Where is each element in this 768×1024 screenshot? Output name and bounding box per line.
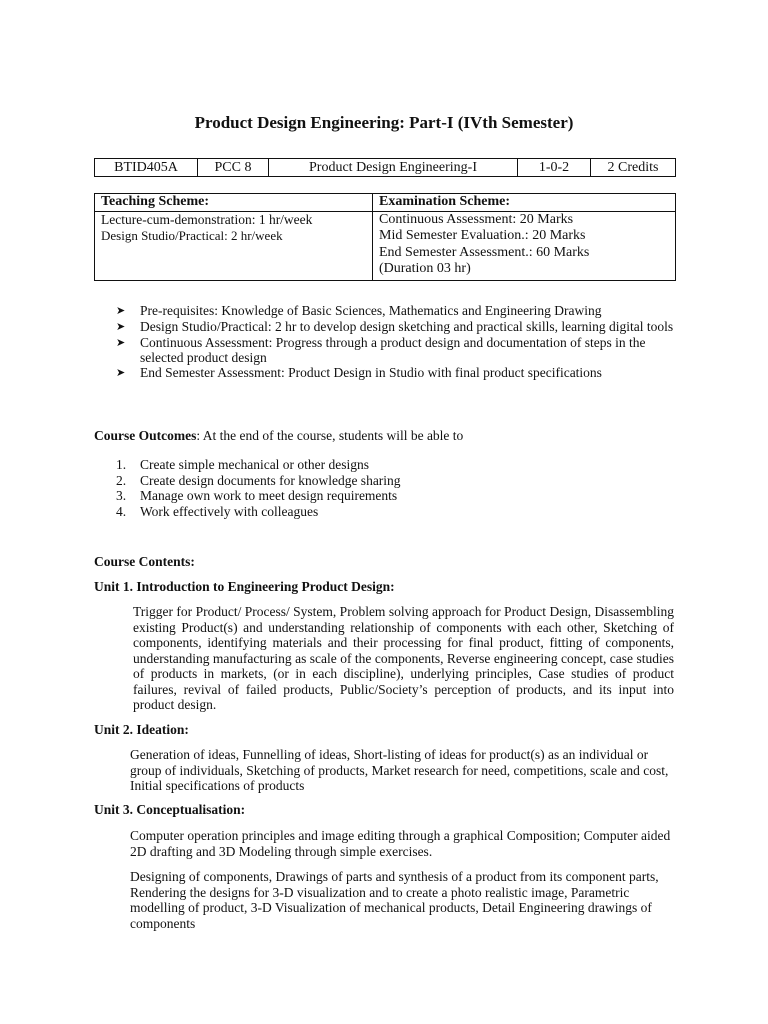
arrow-bullet-icon: ➤ xyxy=(116,337,126,349)
list-item: ➤ Design Studio/Practical: 2 hr to develop design sketching and practical skills, learning digital tools xyxy=(116,319,674,334)
course-credits: 2 Credits xyxy=(591,159,676,177)
course-category: PCC 8 xyxy=(198,159,269,177)
scheme-body-row xyxy=(95,211,676,280)
exam-line: (Duration 03 hr) xyxy=(379,261,471,276)
examination-scheme-heading: Examination Scheme: xyxy=(373,194,676,212)
unit1-text: Trigger for Product/ Process/ System, Problem solving approach for Product Design, Disassembling existing Product(s) and understanding relationship of components with each other, Sketching of components, identifying materials and their processing for final product, fitting of components, understanding manufacturing as scale of the components, Reverse engineering concept, case studies of products in markets, (or in each discipline), underlying principles, Case studies of product failures, revival of failed products, Public/Society’s perception of products, and its input into product design. xyxy=(133,604,674,712)
unit3-heading: Unit 3. Conceptualisation: xyxy=(94,802,246,817)
unit3-text-1: Computer operation principles and image editing through a graphical Composition; Computer aided 2D drafting and 3D Modeling through simple exercises. xyxy=(130,828,671,859)
unit1-heading: Unit 1. Introduction to Engineering Product Design: xyxy=(94,579,395,594)
course-name: Product Design Engineering-I xyxy=(269,159,518,177)
teaching-line: Lecture-cum-demonstration: 1 hr/week xyxy=(101,211,313,227)
arrow-bullet-icon: ➤ xyxy=(116,367,126,379)
page-title: Product Design Engineering: Part-I (IVth Semester) xyxy=(194,113,574,132)
unit3-text-2: Designing of components, Drawings of parts and synthesis of a product from its component parts, Rendering the designs for 3-D visualization and to create a photo realistic image, Parametric modelling of product, 3-D Visualization of mechanical products, Detail Engineering drawings of components xyxy=(130,869,659,931)
list-item: 2. Create design documents for knowledge sharing xyxy=(116,472,401,488)
list-item: ➤ Continuous Assessment: Progress through a product design and documentation of steps in the selected product design xyxy=(116,335,646,365)
teaching-line: Design Studio/Practical: 2 hr/week xyxy=(101,228,283,243)
scheme-table xyxy=(94,193,676,281)
teaching-scheme-cell xyxy=(95,211,373,280)
list-item: 4. Work effectively with colleagues xyxy=(116,503,319,519)
teaching-scheme-heading: Teaching Scheme: xyxy=(95,194,373,212)
course-ltp: 1-0-2 xyxy=(518,159,591,177)
list-item: ➤ Pre-requisites: Knowledge of Basic Sciences, Mathematics and Engineering Drawing xyxy=(116,303,602,318)
course-outcomes-label: Course Outcomes xyxy=(94,428,197,443)
list-item: 1. Create simple mechanical or other designs xyxy=(116,457,370,472)
list-item: 3. Manage own work to meet design requirements xyxy=(116,488,398,503)
exam-line: Mid Semester Evaluation.: 20 Marks xyxy=(379,228,586,243)
exam-line: End Semester Assessment.: 60 Marks xyxy=(379,244,590,260)
course-info-table xyxy=(94,158,676,177)
unit2-heading: Unit 2. Ideation: xyxy=(94,722,189,737)
course-outcomes-list xyxy=(116,457,401,519)
scheme-header-row xyxy=(95,194,676,212)
exam-line: Continuous Assessment: 20 Marks xyxy=(379,211,574,227)
course-code: BTID405A xyxy=(95,159,198,177)
course-contents-heading: Course Contents: xyxy=(94,554,195,569)
arrow-bullet-icon: ➤ xyxy=(116,321,126,333)
course-info-row xyxy=(95,159,676,177)
prerequisite-list xyxy=(116,303,676,381)
examination-scheme-cell xyxy=(373,211,676,280)
arrow-bullet-icon: ➤ xyxy=(116,305,126,317)
list-item: ➤ End Semester Assessment: Product Design in Studio with final product specifications xyxy=(116,365,602,380)
unit2-text: Generation of ideas, Funnelling of ideas, Short-listing of ideas for product(s) as an individual or group of individuals, Sketching of products, Market research for need, competitions, scale and cost, Initial specifications of products xyxy=(130,747,669,793)
course-outcomes-intro: Course Outcomes: At the end of the course, students will be able to xyxy=(94,428,464,443)
